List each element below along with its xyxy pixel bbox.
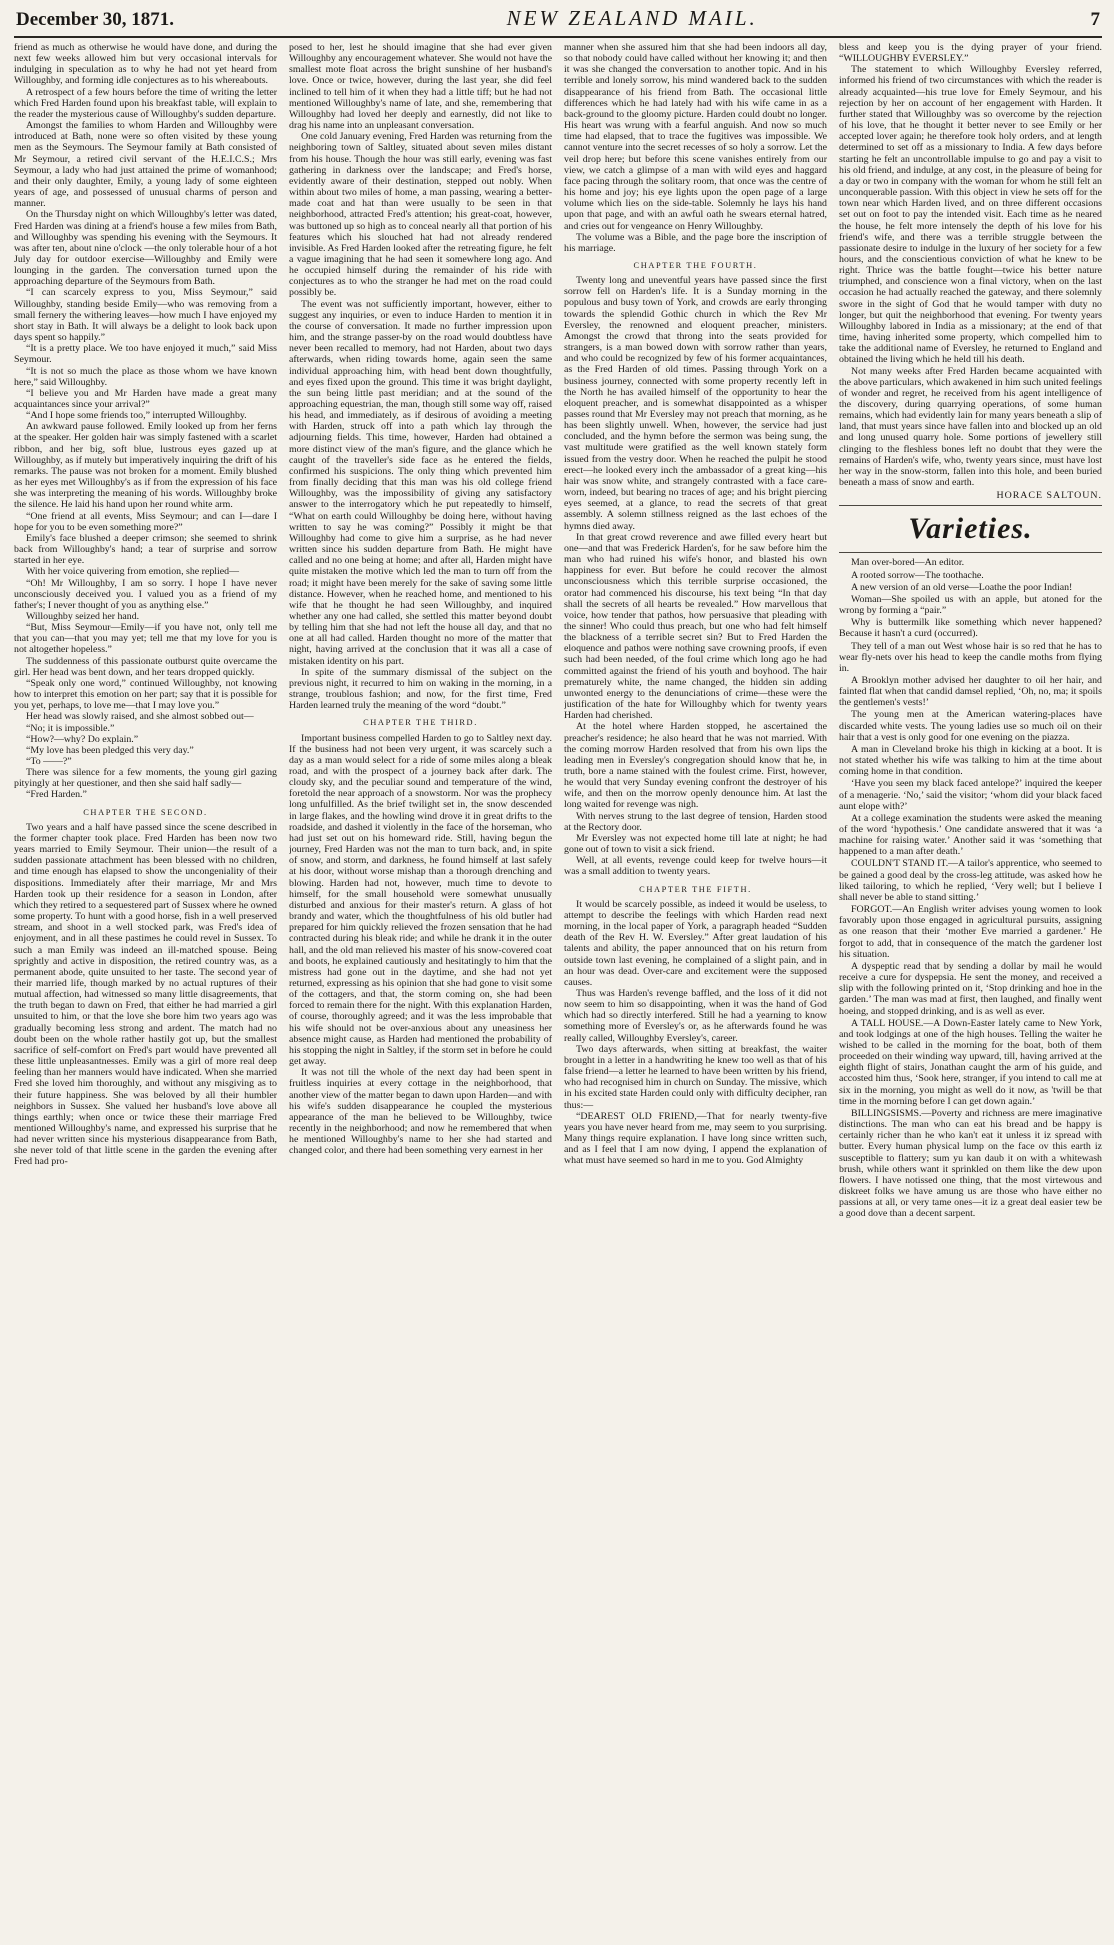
paragraph: “How?—why? Do explain.” xyxy=(26,733,139,745)
paragraph: “Fred Harden.” xyxy=(26,789,87,801)
paragraph: On the Thursday night on which Willoughby's letter was dated, Fred Harden was dining at a friend's house a few miles from Bath, and Willoughby was spending his evening with the Seymours. It was after ten, about nine o'clock —the only tolerable hour of a hot July day for outdoor exercise—Willoughby and Emily were lounging in the garden. The conversation turned upon the approaching departure of the Seymours from Bath. xyxy=(14,209,277,288)
paragraph: “My love has been pledged this very day.” xyxy=(26,744,194,756)
paragraph: “To ——?” xyxy=(26,756,72,767)
variety-item: The young men at the American watering-places have discarded white vests. The young ladies use so much oil on their hair that a vest is only good for one evening on the piazza. xyxy=(839,709,1102,743)
variety-item: Why is buttermilk like something which never happened? Because it hasn't a curd (occurred). xyxy=(839,617,1102,640)
paragraph: The suddenness of this passionate outburst quite overcame the girl. Her head was bent down, and her tears dropped quickly. xyxy=(14,655,277,678)
paragraph: “One friend at all events, Miss Seymour; and can I—dare I hope for you to be even something more?” xyxy=(14,510,277,533)
paragraph: At the hotel where Harden stopped, he ascertained the preacher's residence; he also heard that he was not married. With the coming morrow Harden resolved that from his own lips the leading men in Eversley's congregation should know that he, in truth, bore a name stained with the foulest crime. First, however, he would that very Sunday evening confront the destroyer of his wife, and then on the morrow openly denounce him. At last the long waited for revenge was nigh. xyxy=(564,721,827,811)
author-signature: HORACE SALTOUN. xyxy=(996,490,1102,502)
variety-item: At a college examination the students were asked the meaning of the word ‘hypothesis.’ One candidate answered that it was ‘a machine for raising water.’ Another said it was ‘something that happened to a man after death.’ xyxy=(839,812,1102,858)
paragraph: In that great crowd reverence and awe filled every heart but one—and that was Frederick Harden's, for he saw before him the man who had ruined his wife's honor, and blasted his own happiness for ever. But before he could recover the almost unconsciousness which this terrible surprise occasioned, the orator had commenced his discourse, his text being “In that day shall the secrets of all hearts be revealed.” How marvellous that voice, how tender that pathos, how persuasive that pleading with the sinner! Who could thus preach, but one who had felt himself the blackness of a terrible secret sin? But to Fred Harden the eloquence and pathos were nothing save crowning proofs, if even such had been needed, of the foul crime which long ago he had committed against the friend of his youth and boyhood. The hair prematurely white, the name changed, the hidden sin adding unwonted energy to the denunciations of crime—these were the justification of the hate for Willoughby which for twenty years Harden had cherished. xyxy=(564,531,827,722)
paragraph: The statement to which Willoughby Eversley referred, informed his friend of two circumstances with which the reader is already acquainted—his true love for Emely Seymour, and his rejection by her on account of her engagement with Harden. It further stated that Willoughby was so overcome by the rejection of his love, that he thought it better never to see Emily or her accepted lover again; he therefore took holy orders, and at length determined to set off as a missionary to India. A few days before starting he felt an uncontrollable impulse to go and pay a visit to his old friend, and indulge, at any cost, in the pleasure of being for a day or two in company with the woman for whom he still felt an unconquerable passion. With this object in view he sets off for the town near which Harden lived, and on three different occasions set out on foot to pay the intended visit. Each time as he neared the house, he felt more intensely the depth of his love for his friend's wife, and there was a terrible struggle between the passionate desire to indulge in the luxury of her society for a few hours, and the conscientious conviction of what he knew to be right. Thrice was the battle fought—twice his better nature triumphed, and conscience won a final victory, when on the last occasion he had actually reached the gateway, and there solemnly swore in the sight of God that he would tamper with duty no longer, but quit the neighborhood that evening. For twenty years Willoughby labored in India as a missionary; at the end of that time, having inherited some property, which compelled him to take the additional name of Eversley, he returned to England and obtained the living which he held till his death. xyxy=(839,64,1102,366)
paragraph: With her voice quivering from emotion, she replied— xyxy=(26,566,239,578)
paragraph: “I believe you and Mr Harden have made a great many acquaintances since your arrival?” xyxy=(14,387,277,410)
paragraph: Well, at all events, revenge could keep for twelve hours—it was a small addition to twenty years. xyxy=(564,855,827,878)
paragraph: Two years and a half have passed since the scene described in the former chapter took place. Fred Harden has been now two years married to Emily Seymour. Their union—the result of a sudden passionate attachment has been blessed with no children, and time enough has elapsed to show the uncongeniality of their dispositions. Immediately after their marriage, Mr and Mrs Harden took up their residence for a season in London, after which they retired to a sequestered part of Sussex where he owned some property. To hunt with a good horse, fish in a well preserved stream, and shoot in a well stocked park, was Fred's idea of enjoyment, and in all these pastimes he could revel in Sussex. To such a man Emily was indeed an ill-matched spouse. Being sprightly and active in disposition, the retired country was, as a permanent abode, quite unsuited to her taste. The second year of their married life, though marked by no actual ruptures of their mutual affection, had witnessed so many little disagreements, that the truth began to dawn on Fred, that either he had married a girl unsuited to him, or that the love she bore him two years ago was gradually becoming less strong and ardent. The match had no doubt been on the whole rather hastily got up, but the smallest sacrifice of self-comfort on Fred's part would have prevented all these little unpleasantnesses. Emily was a girl of more real deep feeling than her manners would have indicated. When she married Fred she loved him thoroughly, and without any misgiving as to their future happiness. She was beloved by all their humbler neighbors in Sussex. She valued her husband's love above all things earthly; when once or twice these their marriage Fred mentioned Willoughby's name, and expressed his surprise that he had never written since his mysterious disappearance from Bath, she never told of that little scene in the garden the evening after Fred had pro- xyxy=(14,821,277,1168)
paragraph: posed to her, lest he should imagine that she had ever given Willoughby any encouragement whatever. She would not have the smallest mote float across the bright sunshine of her husband's love. Once or twice, however, during the last year, she did feel inclined to tell him of it when they had a little tiff; but he had not mentioned Willoughby's name of late, and she, remembering that Willoughby had loved her deeply and earnestly, did not like to drag his name into an unpleasant conversation. xyxy=(289,42,552,132)
section-divider xyxy=(839,505,1102,506)
paragraph: It would be scarcely possible, as indeed it would be useless, to attempt to describe the feelings with which Harden read next morning, in the local paper of York, a paragraph headed “Sudden death of the Rev H. W. Eversley.” After great laudation of his talents and ability, the paper announced that on his return from outside town last evening, he complained of a slight pain, and in an hour was dead. Over-care and excitement were the supposed causes. xyxy=(564,898,827,988)
paragraph: Thus was Harden's revenge baffled, and the loss of it did not now seem to him so disappointing, when it was the hand of God which had so directly interfered. Still he had a yearning to know something more of Eversley's or, as he afterwards found he was really called, Willoughby Eversley's, career. xyxy=(564,987,827,1044)
variety-item: ‘Have you seen my black faced antelope?’ inquired the keeper of a menagerie. ‘No,’ said the visitor; ‘whom did your black faced aunt elope with?’ xyxy=(839,778,1102,812)
variety-item: They tell of a man out West whose hair is so red that he has to wear fly-nets over his head to keep the candle moths from flying in. xyxy=(839,640,1102,674)
variety-item: BILLINGSISMS.—Poverty and richness are mere imaginative distinctions. The man who can eat his bread and be happy is certainly richer than he who kan't eat it unless it iz spread with butter. Every human physical lump on the face ov this earth iz susceptible to flattery; sum yu kan daub it on with a whitewash brush, while others want it sprinkled on them like the dew upon flowers. I have notissed one thing, that the most virtewous and diskreet folks we have amung us are those who have either no passions at all, or very tame ones—it iz a great deal easier tew be a good dove than a decent sarpent. xyxy=(839,1107,1102,1220)
variety-item: A man in Cleveland broke his thigh in kicking at a boot. It is not stated whether his wife was talking to him at the time about coming home in that condition. xyxy=(839,743,1102,778)
variety-item: A rooted sorrow—The toothache. xyxy=(851,569,984,581)
section-divider xyxy=(839,552,1102,553)
paragraph: Important business compelled Harden to go to Saltley next day. If the business had not been very urgent, it was scarcely such a day as a man would select for a ride of some miles along a bleak road, and with the prospect of a journey back after dark. The cloudy sky, and the peculiar sound and temperature of the wind, foretold the near approach of a snowstorm. Nor was the prophecy long unfulfilled. As the brief twilight set in, the snow descended in large flakes, and the howling wind drove it in great drifts to the roadside, and dashed it violently in the face of the horseman, who had just set out on his homeward ride. Still, having begun the journey, Fred Harden was not the man to turn back, and, in spite of snow, and storm, and darkness, he found himself at last safely at his door, without worse mishap than a thorough drenching and blowing. Harden had not, however, much time to devote to himself, for the small household were somewhat unusually disturbed and anxious for their master's return. A glass of hot brandy and water, which the thoughtfulness of his old butler had prepared for him quickly relieved the frozen sensation that he had contracted during his bleak ride; and while he drank it in the outer hall, and the old man relieved his master of his snow-covered coat and boots, he explained cautiously and hesitatingly to him that the mistress had gone out in the daytime, and she had not yet returned, expressing as his opinion that she had gone to visit some of the cottagers, and that, the storm coming on, she had been forced to remain there for the night. With this explanation Harden, of course, thoroughly agreed; and it was the less improbable that his wife should not be over-anxious about any uneasiness her absence might cause, as Harden had mentioned the probability of his stopping the night in Saltley, if the storm set in before he could get away. xyxy=(289,732,552,1068)
paragraph: Twenty long and uneventful years have passed since the first sorrow fell on Harden's life. It is a Sunday morning in the populous and busy town of York, and crowds are early thronging towards the splendid Gothic church in which the Rev Mr Eversley, the renowned and eloquent preacher, ministers. Amongst the crowd that throng into the seats provided for strangers, is a man bowed down with sorrow rather than years, and who could be recognized by few of his former acquaintances, as the Fred Harden of old times. Passing through York on a business journey, connected with some property recently left in the North he has availed himself of the opportunity to hear the eloquent preacher, and is somewhat disappointed as a whisper passes round that Mr Eversley may not preach that morning, as he has been slightly unwell. When, however, the service had just concluded, and the hymn before the sermon was being sung, the vast multitude were gratified as the well known stately form issued from the vestry door. When he reached the pulpit he stood erect—he looked every inch the ambassador of a great king—his hair was snow white, and strangely contrasted with a face care-worn, indeed, but bearing no traces of age; and his bright piercing eyes seemed, at a glance, to read the secrets of that great assembly. A solemn stillness reigned as the last echoes of the hymns died away. xyxy=(564,275,827,532)
newspaper-title: NEW ZEALAND MAIL. xyxy=(506,6,758,30)
paragraph: One cold January evening, Fred Harden was returning from the neighboring town of Saltley, situated about seven miles distant from his house. Though the hour was still early, evening was fast gathering in darkness over the landscape; and Fred's horse, evidently aware of their destination, stepped out nobly. When within about two miles of home, a man passing, wearing a better-made coat and hat than were usually to be seen in that neighborhood, attracted Fred's attention; his great-coat, however, was buttoned up so high as to conceal nearly all that portion of his features which his slouched hat had not already rendered invisible. As Fred Harden looked after the retreating figure, he felt a vague imagining that he had seen it somewhere long ago. And he occupied himself during the remainder of his ride with conjectures as to who the stranger he had met on the road could possibly be. xyxy=(289,131,552,299)
column-3 xyxy=(564,42,827,1942)
variety-item: A new version of an old verse—Loathe the poor Indian! xyxy=(851,581,1073,593)
column-2 xyxy=(289,42,552,1942)
paragraph: With nerves strung to the last degree of tension, Harden stood at the Rectory door. xyxy=(564,810,827,833)
column-1 xyxy=(14,42,277,1942)
paragraph: “DEAREST OLD FRIEND,—That for nearly twenty-five years you have never heard from me, may seem to you surprising. Many things require explanation. I have long since written such, and as I feel that I am now dying, I append the explanation of what must have seemed so hard in me to you. God Almighty xyxy=(564,1110,827,1167)
paragraph: An awkward pause followed. Emily looked up from her ferns at the speaker. Her golden hair was simply fastened with a scarlet ribbon, and her big, soft blue, lustrous eyes gazed up at Willoughby, as if mutely but imperatively inquiring the drift of his remarks. The pause was not broken for a moment. Emily blushed as her eyes met Willoughby's as if from the expression of his face she was interpreting the meaning of his words. Willoughby broke the silence. He laid his hand upon her round white arm. xyxy=(14,421,277,511)
variety-item: A Brooklyn mother advised her daughter to oil her hair, and fainted flat when that candid damsel replied, ‘Oh, no, ma; it spoils the gentlemen's vests!’ xyxy=(839,674,1102,709)
paragraph: “And I hope some friends too,” interrupted Willoughby. xyxy=(26,410,247,422)
paragraph: Mr Eversley was not expected home till late at night; he had gone out of town to visit a sick friend. xyxy=(564,832,827,856)
masthead xyxy=(14,6,1102,38)
variety-item: COULDN'T STAND IT.—A tailor's apprentice, who seemed to be gained a good deal by the cross-leg attitude, was asked how he liked tailoring, to which he replied, ‘Very well; but I believe I shall never be able to stand sitting.’ xyxy=(839,858,1102,903)
paragraph: “Oh! Mr Willoughby, I am so sorry. I hope I have never unconsciously deceived you. I valued you as a friend of my father's; I never thought of you as anything else.” xyxy=(14,577,277,611)
paragraph: “No; it is impossible.” xyxy=(26,722,115,734)
chapter-heading: CHAPTER THE SECOND. xyxy=(83,807,208,817)
page-number: 7 xyxy=(1090,9,1100,30)
variety-item: Woman—She spoiled us with an apple, but atoned for the wrong by forming a “pair.” xyxy=(839,593,1102,617)
varieties-section xyxy=(839,557,1102,1219)
paragraph: bless and keep you is the dying prayer of your friend. “WILLOUGHBY EVERSLEY.” xyxy=(839,42,1102,65)
paragraph: Emily's face blushed a deeper crimson; she seemed to shrink back from Willoughby's hand; a tear of surprise and sorrow started in her eye. xyxy=(14,532,277,567)
paragraph: Two days afterwards, when sitting at breakfast, the waiter brought in a letter in a handwriting he knew too well as that of his false friend—a letter he learned to have been written by his friend, who had recognised him in church on Sunday. The missive, which in his excited state Harden could only with difficulty decipher, ran thus:— xyxy=(564,1043,827,1111)
variety-item: A dyspeptic read that by sending a dollar by mail he would receive a cure for dyspepsia. He sent the money, and received a slip with the following printed on it, ‘Stop drinking and hoe in the garden.’ The man was mad at first, then laughed, and finally went hoeing, and stopped drinking, and is as well as ever. xyxy=(839,960,1102,1017)
paragraph: “Speak only one word,” continued Willoughby, not knowing how to interpret this emotion on her part; say that it is possible for you yet, perhaps, to love me—that I may love you.” xyxy=(14,677,277,712)
paragraph: “I can scarcely express to you, Miss Seymour,” said Willoughby, standing beside Emily—who was removing from a small fernery the withering leaves—how much I have enjoyed my short stay in Bath. It will always be a delight to look back upon days spent so happily.” xyxy=(14,287,277,344)
variety-item: Man over-bored—An editor. xyxy=(851,557,965,569)
variety-item: A TALL HOUSE.—A Down-Easter lately came to New York, and took lodgings at one of the high houses. Telling the waiter he wished to be called in the morning for the boat, both of them proceeded on their winding way upward, till, having arrived at the eighth flight of stairs, Jonathan caught the arm of his guide, and accosted him thus, ‘Sook here, stranger, if you intend to call me at six in the morning, you might as well do it now, as 'twill be that time in the morning before I can get down again.’ xyxy=(839,1017,1102,1107)
paragraph: manner when she assured him that she had been indoors all day, so that nobody could have called without her knowing it; and then it was she changed the conversation to another topic. And in his terrible and lonely sorrow, his mind wandered back to the sudden disappearance of his friend from Bath. The occasional little differences which he had lately had with his wife came in as a back-ground to the gloomy picture. Harden could doubt no longer. His heart was wrung with a fearful anguish. And now so much time had elapsed, that to trace the fugitives was impossible. We cannot venture into the secret recesses of so holy a sorrow. Let the veil drop here; but before this scene vanishes entirely from our view, we catch a glimpse of a man with wild eyes and haggard face pacing through the solitary room, that once was the centre of his home and joy; his eye lights upon the open page of a large volume which lies on the side-table. Solemnly he lays his hand upon that page, and with an awful oath he swears eternal hatred, and cries out for vengeance on Henry Willoughby. xyxy=(564,42,827,232)
paragraph: Willoughby seized her hand. xyxy=(26,610,140,622)
chapter-heading: CHAPTER THE FOURTH. xyxy=(633,260,758,270)
paragraph: Amongst the families to whom Harden and Willoughby were introduced at Bath, none were so often visited by these young men as the Seymours. The Seymour family at Bath consisted of Mr Seymour, a retired civil servant of the H.E.I.C.S.; Mrs Seymour, a lady who had just attained the prime of womanhood; and their only daughter, Emily, a young lady of some eighteen years of age, and possessed of unusual charms of person and manner. xyxy=(14,120,277,210)
chapter-heading: CHAPTER THE FIFTH. xyxy=(639,884,752,894)
paragraph: Her head was slowly raised, and she almost sobbed out— xyxy=(26,711,254,723)
article-columns xyxy=(14,42,1102,1942)
variety-item: FORGOT.—An English writer advises young women to look favorably upon those engaged in agricultural pursuits, assigning as one reason that their ‘mother Eve married a gardener.’ He forgot to add, that in consequence of the match the gardener lost his situation. xyxy=(839,904,1102,960)
paragraph: The volume was a Bible, and the page bore the inscription of his marriage. xyxy=(564,231,827,254)
paragraph: “It is not so much the place as those whom we have known here,” said Willoughby. xyxy=(14,365,277,388)
chapter-heading: CHAPTER THE THIRD. xyxy=(363,718,478,728)
paragraph: “It is a pretty place. We too have enjoyed it much,” said Miss Seymour. xyxy=(14,343,277,366)
varieties-heading: Varieties. xyxy=(908,512,1033,546)
paragraph: In spite of the summary dismissal of the subject on the previous night, it recurred to him on waking in the morning, in a strange, troublous fashion; and now, for the first time, Fred Harden learned truly the meaning of the word “doubt.” xyxy=(289,666,552,712)
paragraph: A retrospect of a few hours before the time of writing the letter which Fred Harden found upon his breakfast table, will explain to the reader the mysterious cause of Willoughby's sudden departure. xyxy=(14,86,277,120)
paragraph: Not many weeks after Fred Harden became acquainted with the above particulars, which awakened in him such united feelings of wonder and regret, he received from his agent intelligence of the discovery, during quarrying operations, of some human remains, which had evidently lain for many years beneath a slip of land, that must years since have fallen into and blocked up an old and long unused quarry hole. Some portions of jewellery still clinging to the fleshless bones left no doubt that they were the remains of Harden's wife, who, twenty years since, must have lost her way in the snow-storm, fallen into this hole, and been buried beneath a mass of snow and earth. xyxy=(839,365,1102,489)
paragraph: It was not till the whole of the next day had been spent in fruitless inquiries at every cottage in the neighborhood, that another view of the matter began to dawn upon Harden—and with his wife's sudden disappearance he coupled the mysterious appearance of the man he believed to be Willoughby, twice recently in the neighborhood; and now he remembered that when he mentioned Willoughby's name to her she had started and changed color, and there had been something very earnest in her xyxy=(289,1067,552,1157)
paragraph: “But, Miss Seymour—Emily—if you have not, only tell me that you can—that you may yet; tell me that my love for you is not altogether hopeless.” xyxy=(14,622,277,656)
paragraph: There was silence for a few moments, the young girl gazing pityingly at her questioner, and then she said half sadly— xyxy=(14,767,277,790)
paragraph: friend as much as otherwise he would have done, and during the next few weeks allowed him but very occasional intervals for indulging in speculation as to why he had not yet heard from Willoughby, and forming idle conjectures as to his whereabouts. xyxy=(14,42,277,87)
issue-date: December 30, 1871. xyxy=(16,9,174,30)
paragraph: The event was not sufficiently important, however, either to suggest any inquiries, or even to induce Harden to mention it in the course of conversation. It made no further impression upon him, and the strange passer-by on the road would doubtless have never been recalled to memory, had not Harden, about two days afterwards, when riding towards home, again seen the same individual approaching him, with head bent down thoughtfully, and eyes fixed upon the ground. This time it was bright daylight, the sun being little past meridian; and at the sound of the approaching equestrian, the man, though still some way off, raised his head, and immediately, as if desirous of avoiding a meeting with Harden, struck off into a path which lay through the adjourning fields. This time, however, Harden had obtained a more distinct view of the man's figure, and the glance which he caught of the traveller's side face as he entered the fields, confirmed his suspicions. The only thing which prevented him from finally deciding that this man was his old college friend Willoughby, was the impossibility of giving any satisfactory answer to the interrogatory which he put repeatedly to himself, “What on earth could Willoughby be doing here, without having written to say he was coming?” Possibly it might be that Willoughby had come to give him a surprise, as he had never written since his sudden departure from Bath. He might have called and no one being at home; and after all, Harden might have quite mistaken the motive which led the man to turn off from the road; it might have been merely for the sake of saving some little distance. However, when he reached home, and mentioned to his wife that he thought he had seen Willoughby, and inquired whether any one had called, she settled this matter beyond doubt by telling him that she had not left the house all day, and that no one at all had called. Harden thought no more of the matter that night, having arrived at the conclusion that it was all a case of mistaken identity on his part. xyxy=(289,298,552,667)
column-4 xyxy=(839,42,1102,1942)
